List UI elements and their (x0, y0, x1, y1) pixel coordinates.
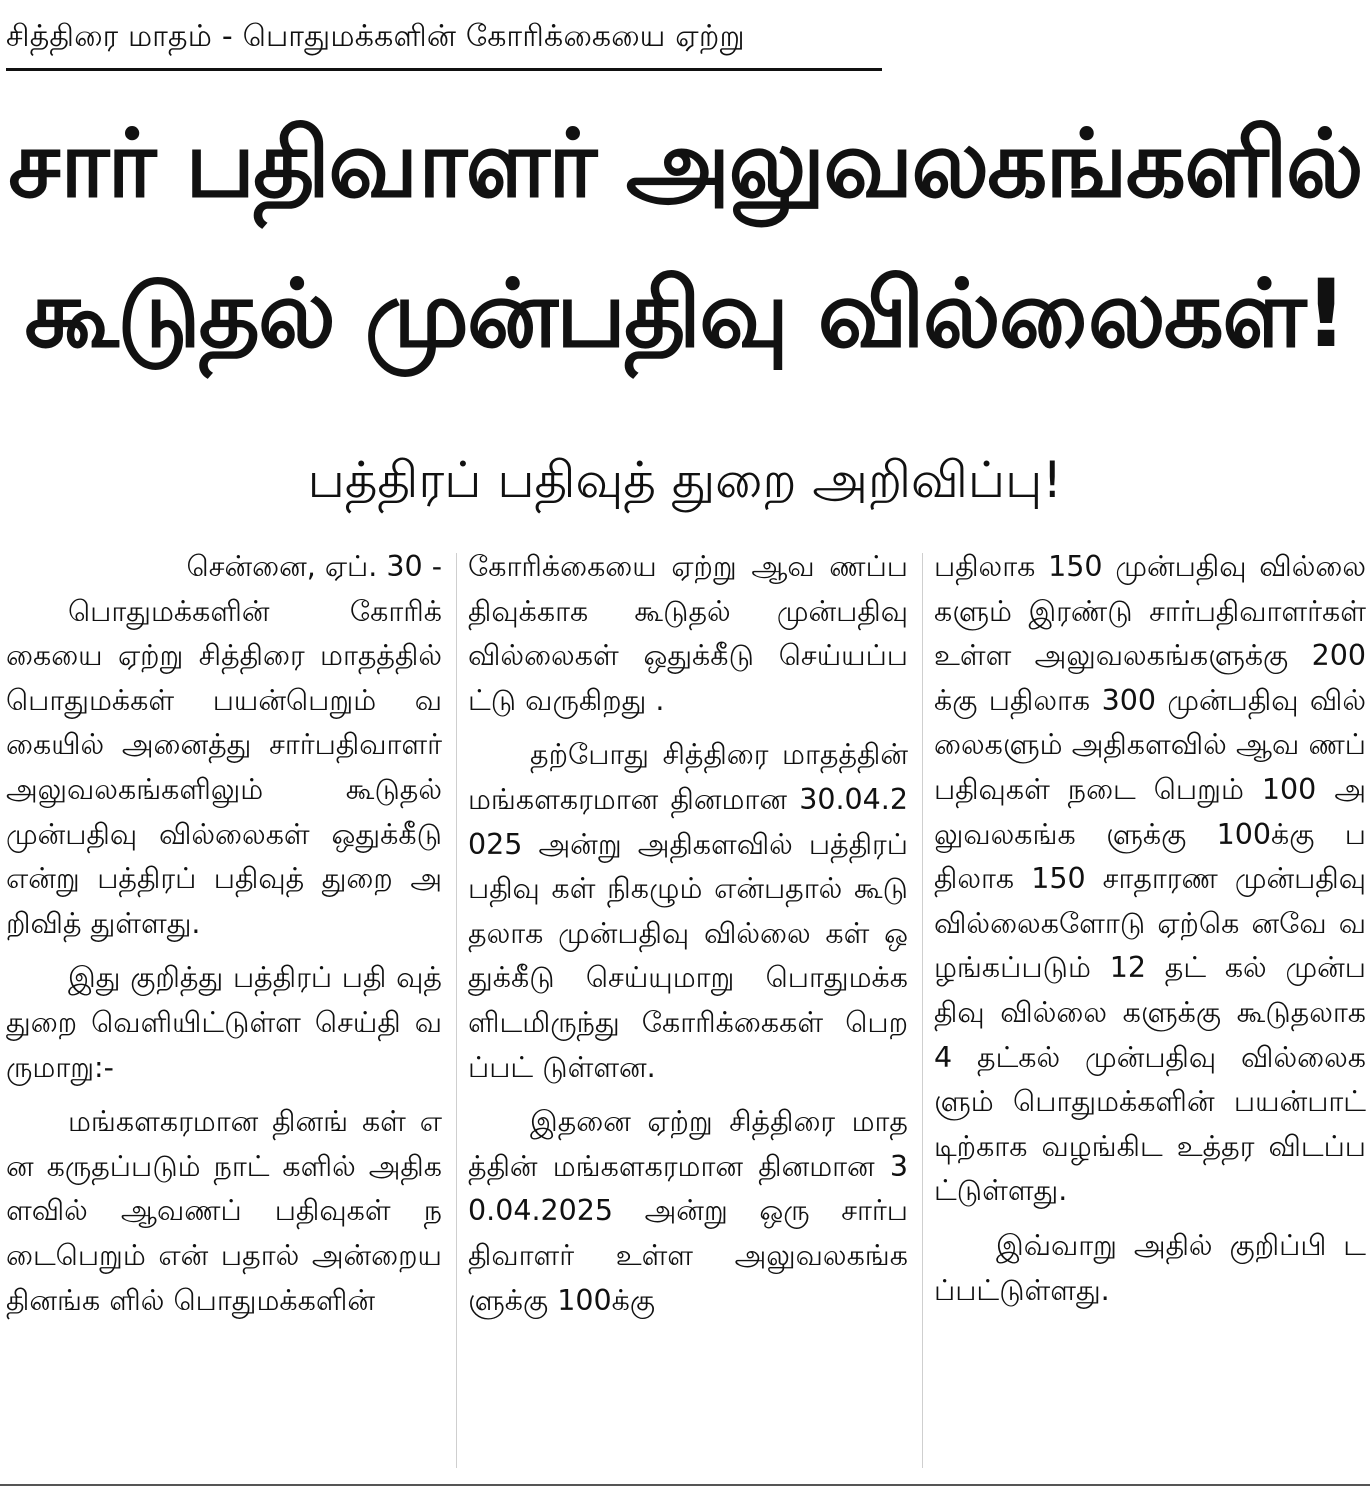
paragraph-5-start: இதனை ஏற்று சித்திரை மாதத்தின் மங்களகரமான தினமான 30.04.2025 அன்று ஒரு சார்பதிவாளர் உள்ள அலுவலகங்களுக்கு 100க்கு (468, 1105, 908, 1317)
paragraph-4: தற்போது சித்திரை மாதத்தின் மங்களகரமான தினமான 30.04.2025 அன்று அதிகளவில் பத்திரப் பதிவு கள் நிகழும் என்பதால் கூடு தலாக முன்பதிவு வில்லை கள் ஒதுக்கீடு செய்யுமாறு பொதுமக்களிடமிருந்து கோரிக்கைகள் பெறப்பட் டுள்ளன. (468, 738, 908, 1084)
paragraph-5-end: பதிலாக 150 முன்பதிவு வில்லை களும் இரண்டு சார்பதிவாளர்கள் உள்ள அலுவலகங்களுக்கு 200க்கு பதிலாக 300 முன்பதிவு வில் லைகளும் அதிகளவில் ஆவ ணப் பதிவுகள் நடை பெறும் 100 அலுவலகங்க ளுக்கு 100க்கு பதிலாக 150 சாதாரண முன்பதிவு வில்லைகளோடு ஏற்கெ னவே வழங்கப்படும் 12 தட் கல் முன்பதிவு வில்லை களுக்கு கூடுதலாக 4 தட்கல் முன்பதிவு வில்லைகளும் பொதுமக்களின் பயன்பாட் டிற்காக வழங்கிட உத்தர விடப்பட்டுள்ளது. (934, 550, 1366, 1208)
paragraph-1: பொதுமக்களின் கோரிக் கையை ஏற்று சித்திரை மாதத்தில் பொதுமக்கள் பயன்பெறும் வகையில் அனைத்து சார்பதிவாளர் அலுவலகங்களிலும் கூடுதல் முன்பதிவு வில்லைகள் ஒதுக்கீடு என்று பத்திரப் பதிவுத் துறை அறிவித் துள்ளது. (6, 594, 442, 940)
dateline: சென்னை, ஏப். 30 - (186, 550, 442, 583)
kicker-line: சித்திரை மாதம் - பொதுமக்களின் கோரிக்கையை ஏற்று (6, 6, 882, 71)
paragraph-3-start: மங்களகரமான தினங் கள் என கருதப்படும் நாட் களில் அதிகளவில் ஆவணப் பதிவுகள் நடைபெறும் என் பதால் அன்றைய தினங்க ளில் பொதுமக்களின் (6, 1105, 442, 1317)
column-1 (6, 545, 442, 1475)
subheadline: பத்திரப் பதிவுத் துறை அறிவிப்பு! (307, 451, 1063, 509)
paragraph-2: இது குறித்து பத்திரப் பதி வுத் துறை வெளியிட்டுள்ள செய்தி வருமாறு:- (6, 961, 442, 1084)
headline-line-2: கூடுதல் முன்பதிவு வில்லைகள்! (24, 260, 1346, 369)
paragraph-6: இவ்வாறு அதில் குறிப்பி டப்பட்டுள்ளது. (934, 1228, 1366, 1307)
paragraph-3-end: கோரிக்கையை ஏற்று ஆவ ணப்பதிவுக்காக கூடுதல் முன்பதிவு வில்லைகள் ஒதுக்கீடு செய்யப்பட்டு வருகிறது . (468, 550, 908, 717)
column-divider (922, 553, 923, 1468)
article-body (6, 545, 1366, 1475)
headline-line-1: சார் பதிவாளர் அலுவலகங்களில் (8, 110, 1362, 219)
bottom-rule (0, 1484, 1370, 1486)
column-divider (456, 553, 457, 1468)
column-3 (934, 545, 1366, 1475)
column-2 (468, 545, 908, 1475)
